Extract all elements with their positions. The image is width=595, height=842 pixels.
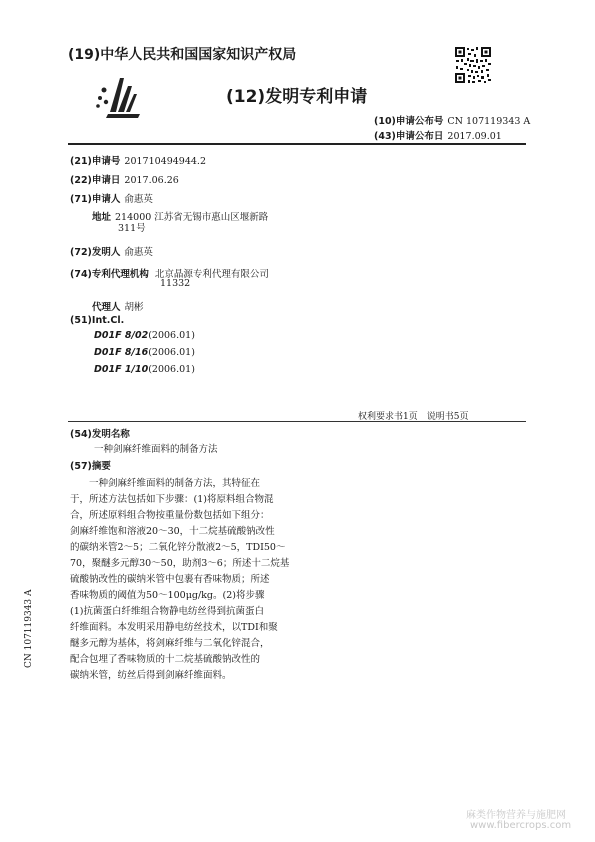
abstract-line: 70，聚醚多元醇30～50，助剂3～6；所述十二烷基 <box>70 558 290 569</box>
abstract-label: (57)摘要 <box>70 461 111 472</box>
abstract-line: 醚多元醇为基体，将剑麻纤维与二氧化锌混合， <box>70 638 270 649</box>
watermark: 麻类作物营养与施肥网 <box>466 810 566 821</box>
inventor: (72)发明人 俞惠英 <box>70 247 153 258</box>
abstract-line: 香味物质的阈值为50～100μg/kg。(2)将步骤 <box>70 590 265 601</box>
patent-agency: (74)专利代理机构 北京晶源专利代理有限公司 <box>70 269 269 280</box>
abstract-line: 碳纳米管，纺丝后得到剑麻纤维面料。 <box>70 670 232 681</box>
invention-title: 一种剑麻纤维面料的制备方法 <box>94 444 218 455</box>
address-line2: 311号 <box>118 223 146 234</box>
int-cl-label: (51)Int.Cl. <box>70 315 125 326</box>
ipc-entry: D01F 8/16(2006.01) <box>94 347 195 358</box>
abstract-line: 的碳纳米管2～5；二氧化锌分散液2～5，TDI50～ <box>70 542 286 553</box>
side-publication-number: CN 107119343 A <box>24 589 34 668</box>
section-divider <box>68 421 526 422</box>
application-number: (21)申请号 201710494944.2 <box>70 156 207 167</box>
watermark-url: www.fibercrops.com <box>470 820 572 831</box>
address: 地址 214000 江苏省无锡市惠山区堰新路 <box>92 212 269 223</box>
abstract-line: 硫酸钠改性的碳纳米管中包裹有香味物质；所述 <box>70 574 270 585</box>
applicant: (71)申请人 俞惠英 <box>70 194 153 205</box>
abstract-line: 合，所述原料组合物按重量份数包括如下组分： <box>70 510 270 521</box>
publication-number: (10)申请公布号 CN 107119343 A <box>374 116 531 127</box>
cnipa-emblem-icon <box>92 72 146 122</box>
ipc-entry: D01F 1/10(2006.01) <box>94 364 195 375</box>
abstract-line: 剑麻纤维饱和溶液20～30，十二烷基硫酸钠改性 <box>70 526 275 537</box>
ipc-entry: D01F 8/02(2006.01) <box>94 330 195 341</box>
abstract-line: 纤维面料。本发明采用静电纺丝技术，以TDI和聚 <box>70 622 278 633</box>
agency-code: 11332 <box>160 278 191 289</box>
application-date: (22)申请日 2017.06.26 <box>70 175 179 186</box>
abstract-line: (1)抗菌蛋白纤维组合物静电纺丝得到抗菌蛋白 <box>70 606 264 617</box>
publication-date: (43)申请公布日 2017.09.01 <box>374 131 502 142</box>
title-label: (54)发明名称 <box>70 429 130 440</box>
office-name: (19)中华人民共和国国家知识产权局 <box>68 47 297 63</box>
page-counts: 权利要求书1页 说明书5页 <box>358 412 469 422</box>
header-divider <box>68 143 526 145</box>
abstract-line: 于，所述方法包括如下步骤：(1)将原料组合物混 <box>70 494 274 505</box>
abstract-line: 一种剑麻纤维面料的制备方法，其特征在 <box>70 478 261 489</box>
qr-code-icon <box>454 46 492 84</box>
agent: 代理人 胡彬 <box>92 302 144 313</box>
abstract-line: 配合包埋了香味物质的十二烷基硫酸钠改性的 <box>70 654 261 665</box>
document-type: (12)发明专利申请 <box>226 87 368 107</box>
